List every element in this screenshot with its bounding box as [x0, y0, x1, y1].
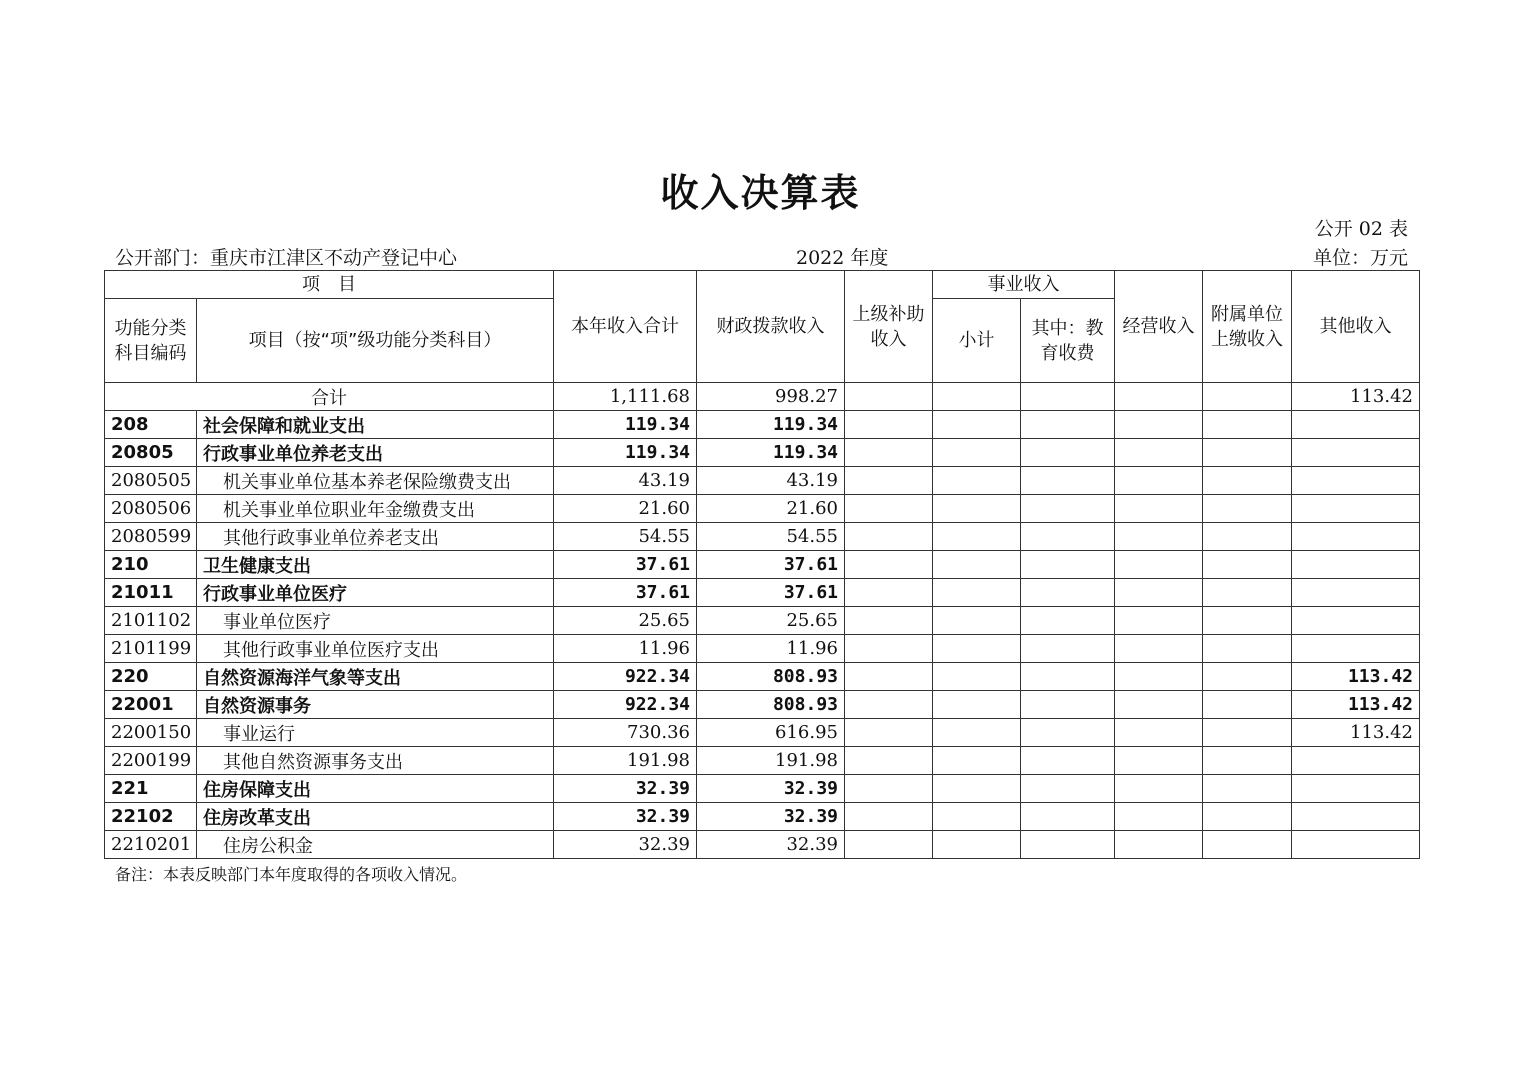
fiscal-cell: 25.65 [697, 607, 845, 635]
fiscal-cell: 32.39 [697, 775, 845, 803]
empty-cell [845, 439, 933, 467]
empty-cell [1203, 467, 1292, 495]
header-total-income: 本年收入合计 [554, 271, 697, 383]
table-row [105, 579, 1420, 607]
name-cell: 机关事业单位职业年金缴费支出 [197, 495, 554, 523]
empty-cell [845, 775, 933, 803]
income-table [104, 270, 1420, 859]
other-income-cell [1292, 803, 1420, 831]
empty-cell [1115, 551, 1203, 579]
empty-cell [845, 719, 933, 747]
empty-cell [1115, 579, 1203, 607]
empty-cell [1021, 467, 1115, 495]
empty-cell [933, 411, 1021, 439]
total-income-cell: 32.39 [554, 803, 697, 831]
total-row [105, 383, 1420, 411]
empty-cell [933, 383, 1021, 411]
other-income-cell [1292, 579, 1420, 607]
empty-cell [1203, 607, 1292, 635]
header-fiscal: 财政拨款收入 [697, 271, 845, 383]
page-title: 收入决算表 [660, 170, 861, 215]
table-row [105, 495, 1420, 523]
fiscal-cell: 616.95 [697, 719, 845, 747]
code-cell: 2101102 [105, 607, 197, 635]
empty-cell [933, 691, 1021, 719]
table-row [105, 607, 1420, 635]
empty-cell [1203, 691, 1292, 719]
total-income-cell: 922.34 [554, 663, 697, 691]
total-fiscal-cell: 998.27 [697, 383, 845, 411]
empty-cell [845, 663, 933, 691]
other-income-cell [1292, 747, 1420, 775]
header-business-subtotal: 小计 [933, 299, 1021, 383]
empty-cell [1203, 663, 1292, 691]
empty-cell [1021, 411, 1115, 439]
fiscal-cell: 808.93 [697, 691, 845, 719]
empty-cell [933, 747, 1021, 775]
table-row [105, 831, 1420, 859]
empty-cell [933, 775, 1021, 803]
empty-cell [1203, 635, 1292, 663]
total-income-cell: 119.34 [554, 411, 697, 439]
other-income-cell [1292, 495, 1420, 523]
other-income-cell [1292, 523, 1420, 551]
empty-cell [933, 439, 1021, 467]
fiscal-cell: 21.60 [697, 495, 845, 523]
code-cell: 221 [105, 775, 197, 803]
empty-cell [1203, 831, 1292, 859]
footnote: 备注：本表反映部门本年度取得的各项收入情况。 [115, 865, 468, 884]
other-income-cell: 113.42 [1292, 719, 1420, 747]
empty-cell [1203, 551, 1292, 579]
code-cell: 220 [105, 663, 197, 691]
fiscal-cell: 808.93 [697, 663, 845, 691]
empty-cell [933, 803, 1021, 831]
total-income-cell: 21.60 [554, 495, 697, 523]
fiscal-cell: 32.39 [697, 831, 845, 859]
empty-cell [933, 607, 1021, 635]
fiscal-cell: 43.19 [697, 467, 845, 495]
empty-cell [1203, 523, 1292, 551]
empty-cell [1115, 663, 1203, 691]
fiscal-cell: 119.34 [697, 439, 845, 467]
empty-cell [1115, 523, 1203, 551]
name-cell: 卫生健康支出 [197, 551, 554, 579]
empty-cell [1021, 747, 1115, 775]
name-cell: 行政事业单位医疗 [197, 579, 554, 607]
empty-cell [1021, 383, 1115, 411]
empty-cell [1115, 411, 1203, 439]
total-income-cell: 25.65 [554, 607, 697, 635]
table-row [105, 803, 1420, 831]
table-row [105, 411, 1420, 439]
empty-cell [933, 663, 1021, 691]
total-income-cell: 32.39 [554, 831, 697, 859]
empty-cell [845, 551, 933, 579]
table-row [105, 467, 1420, 495]
empty-cell [845, 831, 933, 859]
empty-cell [933, 467, 1021, 495]
code-cell: 20805 [105, 439, 197, 467]
empty-cell [1203, 775, 1292, 803]
code-cell: 210 [105, 551, 197, 579]
empty-cell [1021, 579, 1115, 607]
empty-cell [1021, 691, 1115, 719]
table-row [105, 747, 1420, 775]
header-business-group: 事业收入 [933, 271, 1115, 299]
fiscal-cell: 54.55 [697, 523, 845, 551]
other-income-cell: 113.42 [1292, 691, 1420, 719]
code-cell: 2080506 [105, 495, 197, 523]
empty-cell [1021, 831, 1115, 859]
empty-cell [933, 635, 1021, 663]
empty-cell [1203, 439, 1292, 467]
empty-cell [1115, 719, 1203, 747]
name-cell: 其他自然资源事务支出 [197, 747, 554, 775]
empty-cell [1203, 719, 1292, 747]
total-income-cell: 37.61 [554, 579, 697, 607]
empty-cell [1115, 467, 1203, 495]
name-cell: 住房保障支出 [197, 775, 554, 803]
fiscal-cell: 37.61 [697, 579, 845, 607]
empty-cell [845, 495, 933, 523]
fiscal-cell: 32.39 [697, 803, 845, 831]
code-cell: 2080505 [105, 467, 197, 495]
code-cell: 2080599 [105, 523, 197, 551]
empty-cell [845, 747, 933, 775]
empty-cell [1203, 579, 1292, 607]
total-income-cell: 922.34 [554, 691, 697, 719]
total-label: 合计 [105, 383, 554, 411]
empty-cell [1021, 803, 1115, 831]
empty-cell [933, 551, 1021, 579]
empty-cell [1021, 523, 1115, 551]
empty-cell [845, 467, 933, 495]
empty-cell [845, 523, 933, 551]
total-other-cell: 113.42 [1292, 383, 1420, 411]
empty-cell [845, 803, 933, 831]
total-income-cell: 43.19 [554, 467, 697, 495]
total-income-cell: 32.39 [554, 775, 697, 803]
name-cell: 社会保障和就业支出 [197, 411, 554, 439]
empty-cell [1115, 831, 1203, 859]
empty-cell [1115, 635, 1203, 663]
empty-cell [1021, 551, 1115, 579]
other-income-cell [1292, 551, 1420, 579]
header-code: 功能分类科目编码 [105, 299, 197, 383]
empty-cell [1115, 803, 1203, 831]
name-cell: 住房公积金 [197, 831, 554, 859]
name-cell: 事业运行 [197, 719, 554, 747]
empty-cell [1115, 607, 1203, 635]
empty-cell [845, 635, 933, 663]
total-income-cell: 1,111.68 [554, 383, 697, 411]
empty-cell [845, 383, 933, 411]
table-row [105, 551, 1420, 579]
empty-cell [1115, 439, 1203, 467]
other-income-cell: 113.42 [1292, 663, 1420, 691]
total-income-cell: 11.96 [554, 635, 697, 663]
fiscal-cell: 11.96 [697, 635, 845, 663]
empty-cell [1115, 495, 1203, 523]
header-name: 项目（按“项”级功能分类科目） [197, 299, 554, 383]
empty-cell [1021, 495, 1115, 523]
name-cell: 其他行政事业单位养老支出 [197, 523, 554, 551]
code-cell: 2210201 [105, 831, 197, 859]
header-project-group: 项 目 [105, 271, 554, 299]
empty-cell [1021, 775, 1115, 803]
fiscal-cell: 119.34 [697, 411, 845, 439]
total-income-cell: 54.55 [554, 523, 697, 551]
empty-cell [933, 523, 1021, 551]
table-row [105, 635, 1420, 663]
header-operating: 经营收入 [1115, 271, 1203, 383]
code-cell: 22102 [105, 803, 197, 831]
code-cell: 208 [105, 411, 197, 439]
code-cell: 2200150 [105, 719, 197, 747]
name-cell: 自然资源海洋气象等支出 [197, 663, 554, 691]
other-income-cell [1292, 635, 1420, 663]
header-superior-subsidy: 上级补助收入 [845, 271, 933, 383]
header-business-edu: 其中：教育收费 [1021, 299, 1115, 383]
other-income-cell [1292, 607, 1420, 635]
other-income-cell [1292, 831, 1420, 859]
code-cell: 2101199 [105, 635, 197, 663]
name-cell: 其他行政事业单位医疗支出 [197, 635, 554, 663]
empty-cell [1115, 747, 1203, 775]
name-cell: 机关事业单位基本养老保险缴费支出 [197, 467, 554, 495]
other-income-cell [1292, 467, 1420, 495]
fiscal-cell: 191.98 [697, 747, 845, 775]
empty-cell [1115, 383, 1203, 411]
empty-cell [845, 607, 933, 635]
empty-cell [1021, 635, 1115, 663]
empty-cell [1021, 439, 1115, 467]
name-cell: 自然资源事务 [197, 691, 554, 719]
table-row [105, 691, 1420, 719]
empty-cell [1203, 803, 1292, 831]
empty-cell [845, 411, 933, 439]
empty-cell [1115, 775, 1203, 803]
name-cell: 行政事业单位养老支出 [197, 439, 554, 467]
total-income-cell: 730.36 [554, 719, 697, 747]
fiscal-cell: 37.61 [697, 551, 845, 579]
code-cell: 21011 [105, 579, 197, 607]
empty-cell [1203, 747, 1292, 775]
table-row [105, 775, 1420, 803]
empty-cell [1203, 383, 1292, 411]
total-income-cell: 191.98 [554, 747, 697, 775]
empty-cell [933, 495, 1021, 523]
empty-cell [1021, 607, 1115, 635]
department-label: 公开部门：重庆市江津区不动产登记中心 [115, 247, 458, 269]
unit-label: 单位：万元 [1312, 247, 1408, 269]
code-cell: 2200199 [105, 747, 197, 775]
total-income-cell: 37.61 [554, 551, 697, 579]
header-other: 其他收入 [1292, 271, 1420, 383]
other-income-cell [1292, 439, 1420, 467]
table-row [105, 663, 1420, 691]
other-income-cell [1292, 411, 1420, 439]
table-row [105, 719, 1420, 747]
empty-cell [1021, 663, 1115, 691]
form-number: 公开 02 表 [1314, 218, 1408, 240]
empty-cell [933, 719, 1021, 747]
empty-cell [933, 831, 1021, 859]
empty-cell [1203, 411, 1292, 439]
empty-cell [845, 579, 933, 607]
name-cell: 住房改革支出 [197, 803, 554, 831]
table-row [105, 439, 1420, 467]
meta-row [115, 243, 1408, 269]
empty-cell [1203, 495, 1292, 523]
code-cell: 22001 [105, 691, 197, 719]
empty-cell [933, 579, 1021, 607]
total-income-cell: 119.34 [554, 439, 697, 467]
empty-cell [1115, 691, 1203, 719]
empty-cell [845, 691, 933, 719]
other-income-cell [1292, 775, 1420, 803]
table-row [105, 523, 1420, 551]
year-label: 2022 年度 [796, 247, 889, 269]
header-affiliated: 附属单位上缴收入 [1203, 271, 1292, 383]
empty-cell [1021, 719, 1115, 747]
name-cell: 事业单位医疗 [197, 607, 554, 635]
